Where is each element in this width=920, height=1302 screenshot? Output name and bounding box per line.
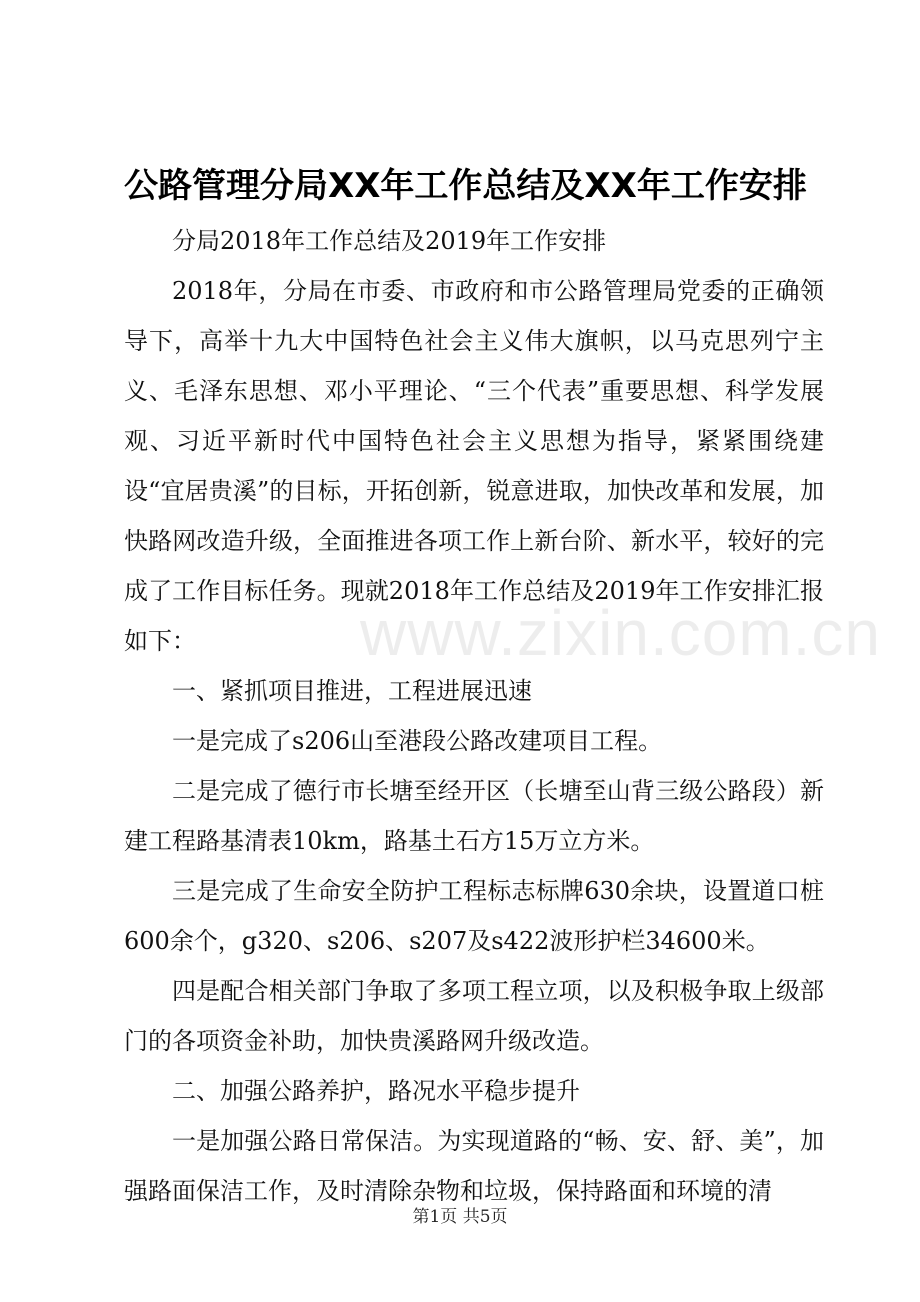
intro-paragraph: 2018年，分局在市委、市政府和市公路管理局党委的正确领导下，高举十九大中国特色社会主义伟大旗帜，以马克思列宁主义、毛泽东思想、邓小平理论、“三个代表”重要思想、科学发展观、习近平新时代中国特色社会主义思想为指导，紧紧围绕建设“宜居贵溪”的目标，开拓创新，锐意进取，加快改革和发展，加快路网改造升级，全面推进各项工作上新台阶、新水平，较好的完成了工作目标任务。现就2018年工作总结及2019年工作安排汇报如下：: [124, 277, 824, 655]
body-paragraph: 二是完成了德行市长塘至经开区（长塘至山背三级公路段）新建工程路基清表10km，路基土石方15万立方米。: [124, 777, 824, 855]
document-title: 公路管理分局XX年工作总结及XX年工作安排: [124, 166, 807, 206]
body-paragraph: 三是完成了生命安全防护工程标志标牌630余块，设置道口桩600余个，g320、s206、s207及s422波形护栏34600米。: [124, 877, 824, 955]
subtitle-paragraph: 分局2018年工作总结及2019年工作安排: [172, 227, 607, 255]
body-paragraph: 一是加强公路日常保洁。为实现道路的“畅、安、舒、美”，加强路面保洁工作，及时清除杂物和垃圾，保持路面和环境的清: [124, 1127, 824, 1205]
watermark: www.zixin.com.cn: [360, 597, 881, 669]
page-footer: 第1页 共5页: [412, 1207, 508, 1227]
document-body: [124, 216, 824, 1216]
section-heading-2: 二、加强公路养护，路况水平稳步提升: [172, 1077, 580, 1105]
section-heading-1: 一、紧抓项目推进，工程进展迅速: [172, 677, 532, 705]
body-paragraph: 一是完成了s206山至港段公路改建项目工程。: [172, 727, 663, 755]
body-paragraph: 四是配合相关部门争取了多项工程立项，以及积极争取上级部门的各项资金补助，加快贵溪路网升级改造。: [124, 977, 824, 1055]
